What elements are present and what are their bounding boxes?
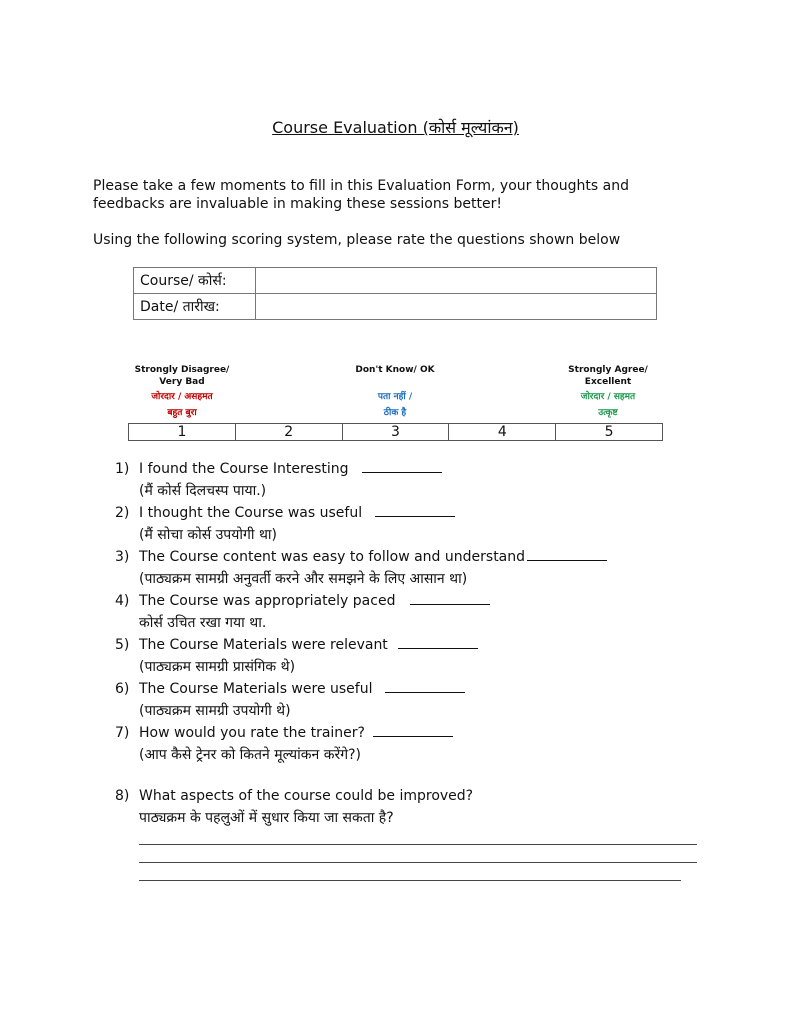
answer-blank[interactable] <box>373 722 453 737</box>
question-8-hindi: पाठ्यक्रम के पहलुओं में सुधार किया जा सकता है? <box>139 810 394 826</box>
date-row <box>134 294 657 320</box>
question-number: 4) <box>115 593 130 609</box>
scale-number: 1 <box>129 424 236 441</box>
question-6-hindi: (पाठ्यक्रम सामग्री उपयोगी थे) <box>139 703 291 719</box>
question-6 <box>115 678 465 700</box>
answer-blank[interactable] <box>362 458 442 473</box>
question-4-hindi: कोर्स उचित रखा गया था. <box>139 615 267 631</box>
question-2 <box>115 502 455 524</box>
scale-high-hindi-2: उत्कृष्ट <box>598 408 618 418</box>
scale-mid-label: Don't Know/ OK <box>355 365 435 375</box>
instruction-text: Using the following scoring system, please rate the questions shown below <box>93 232 621 248</box>
question-1 <box>115 458 442 480</box>
scale-number: 4 <box>449 424 556 441</box>
question-text: I found the Course Interesting <box>139 461 349 477</box>
question-5-hindi: (पाठ्यक्रम सामग्री प्रासंगिक थे) <box>139 659 296 675</box>
page-title <box>0 116 791 138</box>
question-text: The Course Materials were useful <box>139 681 373 697</box>
intro-text: Please take a few moments to fill in this Evaluation Form, your thoughts and feedbacks are invaluable in making these sessions better! <box>93 178 629 212</box>
question-4 <box>115 590 490 612</box>
question-number: 6) <box>115 681 130 697</box>
scale-low-hindi-1: जोरदार / असहमत <box>151 392 213 402</box>
scale-number: 3 <box>342 424 449 441</box>
answer-blank[interactable] <box>398 634 478 649</box>
question-number: 1) <box>115 461 130 477</box>
course-row <box>134 268 657 294</box>
scale-number: 5 <box>556 424 663 441</box>
question-number: 5) <box>115 637 130 653</box>
rating-scale-table <box>128 423 663 441</box>
answer-blank[interactable] <box>375 502 455 517</box>
answer-blank[interactable] <box>527 546 607 561</box>
question-2-hindi: (मैं सोचा कोर्स उपयोगी था) <box>139 527 277 543</box>
answer-line[interactable] <box>139 880 681 881</box>
question-text: The Course content was easy to follow and understand <box>139 549 526 565</box>
course-info-table <box>133 267 657 320</box>
scale-number: 2 <box>235 424 342 441</box>
question-number: 3) <box>115 549 130 565</box>
question-7-hindi: (आप कैसे ट्रेनर को कितने मूल्यांकन करेंगे?) <box>139 747 361 763</box>
date-field[interactable] <box>256 294 657 320</box>
scale-high-hindi-1: जोरदार / सहमत <box>580 392 636 402</box>
scale-low-hindi-2: बहुत बुरा <box>167 408 197 418</box>
answer-blank[interactable] <box>410 590 490 605</box>
answer-line[interactable] <box>139 862 697 863</box>
question-text: The Course was appropriately paced <box>139 593 396 609</box>
scale-mid-hindi-1: पता नहीं / <box>377 392 413 402</box>
scale-mid-hindi-2: ठीक है <box>383 408 407 418</box>
question-text: I thought the Course was useful <box>139 505 363 521</box>
question-3-hindi: (पाठ्यक्रम सामग्री अनुवर्ती करने और समझने के लिए आसान था) <box>139 571 468 587</box>
question-3 <box>115 546 607 568</box>
question-number: 2) <box>115 505 130 521</box>
question-text: How would you rate the trainer? <box>139 725 365 741</box>
date-label: Date/ तारीख: <box>134 294 256 320</box>
scale-low-label: Strongly Disagree/ Very Bad <box>134 365 230 387</box>
question-7 <box>115 722 453 744</box>
answer-line[interactable] <box>139 844 697 845</box>
question-1-hindi: (मैं कोर्स दिलचस्प पाया.) <box>139 483 267 499</box>
question-text: What aspects of the course could be improved? <box>139 788 474 804</box>
course-label: Course/ कोर्स: <box>134 268 256 294</box>
question-5 <box>115 634 478 656</box>
scale-high-label: Strongly Agree/ Excellent <box>568 365 648 387</box>
answer-blank[interactable] <box>385 678 465 693</box>
question-number: 7) <box>115 725 130 741</box>
question-number: 8) <box>115 788 130 804</box>
course-field[interactable] <box>256 268 657 294</box>
page-title-text: Course Evaluation (कोर्स मूल्यांकन) <box>272 118 519 137</box>
question-text: The Course Materials were relevant <box>139 637 388 653</box>
question-8 <box>115 785 473 807</box>
